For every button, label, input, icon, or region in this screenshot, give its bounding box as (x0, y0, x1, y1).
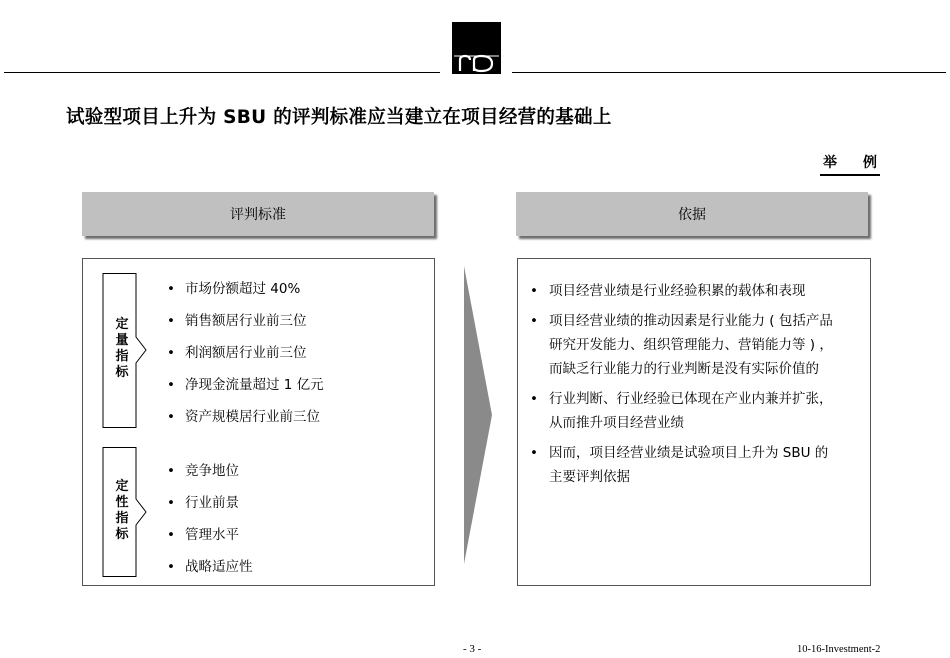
list-item-line: • 行业判断、行业经验已体现在产业内兼并扩张， (549, 391, 833, 407)
list-item-line: 从而推升项目经营业绩 (549, 415, 684, 431)
list-item-line: • 因而，项目经营业绩是试验项目上升为 SBU 的 (549, 445, 829, 461)
top-rule-right (512, 72, 946, 73)
list-item-line: 而缺乏行业能力的行业判断是没有实际价值的 (549, 361, 819, 377)
quantitative-list (167, 280, 324, 440)
label-char: 定 (115, 479, 129, 494)
list-item: • 管理水平 (167, 526, 253, 558)
list-item-line: 研究开发能力、组织管理能力、营销能力等 ) ， (549, 337, 833, 353)
label-char: 量 (115, 333, 129, 348)
basis-panel (517, 258, 871, 586)
list-item-line: 主要评判依据 (549, 469, 630, 485)
label-char: 定 (115, 317, 129, 332)
example-tag (820, 150, 880, 176)
logo-rb-icon (452, 22, 501, 74)
flow-arrow-icon (463, 266, 493, 564)
list-item: • 资产规模居行业前三位 (167, 408, 324, 440)
list-item: • 竞争地位 (167, 462, 253, 494)
list-item: • 市场份额超过 40% (167, 280, 324, 312)
list-item: • 销售额居行业前三位 (167, 312, 324, 344)
list-item: • 行业前景 (167, 494, 253, 526)
company-logo (452, 22, 501, 74)
qualitative-label (112, 479, 132, 543)
list-item: • 利润额居行业前三位 (167, 344, 324, 376)
list-item (530, 309, 866, 381)
label-char: 性 (115, 495, 129, 510)
label-char: 标 (115, 527, 129, 542)
criteria-header-label: 评判标准 (230, 207, 286, 223)
basis-header-label: 依据 (678, 207, 706, 223)
label-char: 指 (115, 511, 129, 526)
label-char: 指 (115, 349, 129, 364)
example-tag-char: 举 (823, 155, 837, 171)
page-title: 试验型项目上升为 SBU 的评判标准应当建立在项目经营的基础上 (66, 107, 612, 128)
qualitative-list (167, 462, 253, 590)
list-item: • 净现金流量超过 1 亿元 (167, 376, 324, 408)
example-tag-char: 例 (863, 155, 877, 171)
basis-list (530, 279, 866, 495)
list-item: • 战略适应性 (167, 558, 253, 590)
label-char: 标 (115, 365, 129, 380)
page-number: - 3 - (463, 643, 482, 655)
list-item-line: • 项目经营业绩的推动因素是行业能力 ( 包括产品 (549, 313, 833, 329)
list-item (530, 387, 866, 435)
quantitative-label (112, 317, 132, 381)
document-id: 10-16-Investment-2 (797, 644, 881, 655)
list-item (530, 279, 866, 303)
criteria-header (82, 192, 434, 236)
criteria-panel (82, 258, 435, 586)
top-rule-left (4, 72, 440, 73)
basis-header (516, 192, 868, 236)
list-item (530, 441, 866, 489)
list-item-line: • 项目经营业绩是行业经验积累的载体和表现 (549, 283, 806, 299)
